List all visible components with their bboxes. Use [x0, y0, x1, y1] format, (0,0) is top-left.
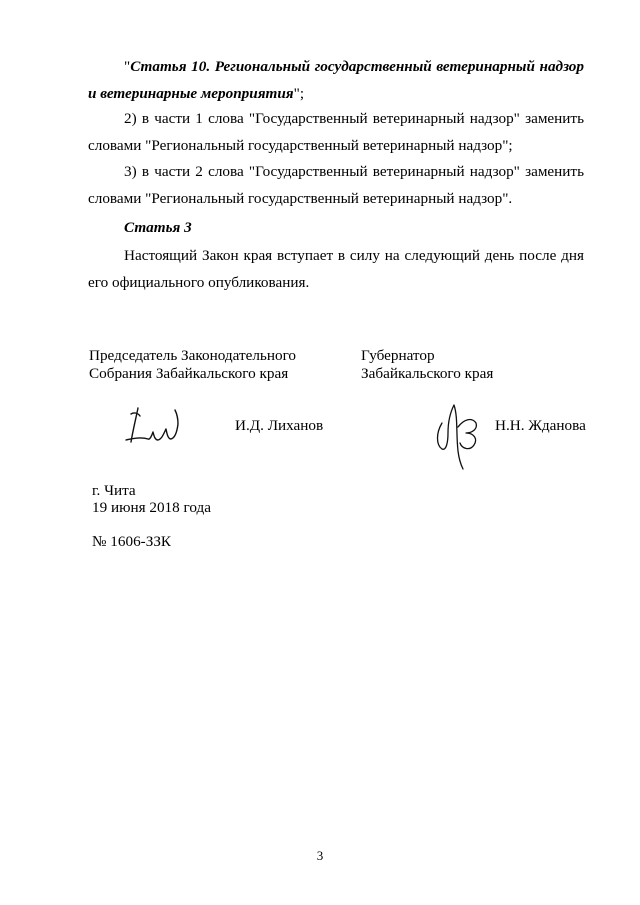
left-title-line2: Собрания Забайкальского края [89, 365, 289, 382]
left-title-line1: Председатель Законодательного [89, 347, 297, 364]
item-3-paragraph: 3) в части 2 слова "Государственный ветеринарный надзор" заменить словами "Региональный государственный ветеринарный надзор". [88, 163, 584, 207]
date: 19 июня 2018 года [92, 499, 212, 516]
item-2-paragraph: 2) в части 1 слова "Государственный ветеринарный надзор" заменить словами "Региональный государственный ветеринарный надзор"; [88, 110, 584, 154]
left-signature [120, 402, 184, 450]
right-signatory-title [361, 347, 493, 383]
left-signatory-name: И.Д. Лиханов [235, 417, 324, 434]
quote-close: "; [293, 85, 305, 102]
right-title-line2: Забайкальского края [361, 365, 494, 382]
article10-paragraph [88, 53, 584, 107]
article3-text: Настоящий Закон края вступает в силу на следующий день после дня его официального опубликования. [88, 247, 584, 291]
article10-title: Статья 10. Региональный государственный ветеринарный надзор и ветеринарные мероприятия [88, 58, 584, 102]
page-number: 3 [316, 848, 324, 863]
right-signature [428, 393, 488, 473]
right-title-line1: Губернатор [361, 347, 435, 364]
place: г. Чита [92, 482, 136, 499]
place-date-block [92, 482, 211, 516]
law-number: № 1606-ЗЗК [92, 533, 172, 550]
quote-open: " [124, 58, 131, 75]
left-signatory-title [89, 347, 296, 383]
article3-heading: Статья 3 [124, 219, 192, 236]
right-signatory-name: Н.Н. Жданова [495, 417, 586, 434]
